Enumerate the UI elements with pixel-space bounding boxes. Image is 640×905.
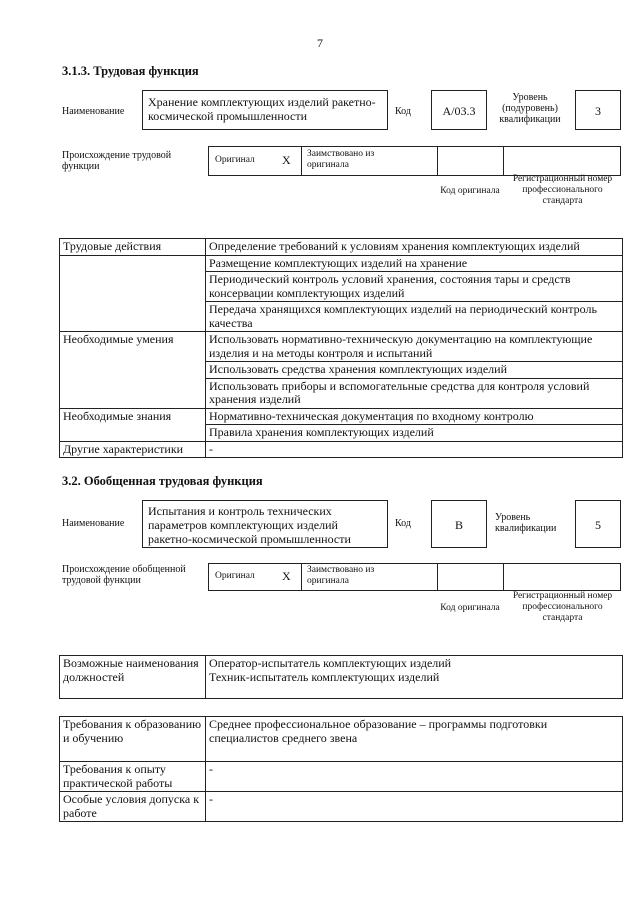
- divider: [503, 147, 504, 175]
- origin-row-313: [208, 146, 621, 176]
- row-text: -: [206, 762, 623, 792]
- position-item: Оператор-испытатель комплектующих изделий: [209, 656, 452, 670]
- table-row: [60, 762, 623, 792]
- table-row: [60, 656, 623, 699]
- row-head: [60, 302, 206, 332]
- table-row: [60, 332, 623, 362]
- section-heading-313: 3.1.3. Трудовая функция: [62, 64, 199, 78]
- row-head: [60, 362, 206, 379]
- origin-row-32: [208, 563, 621, 591]
- origin-label-313: Происхождение трудовой функции: [62, 150, 172, 172]
- table-row: [60, 272, 623, 302]
- positions-table: [59, 655, 623, 699]
- row-text: Определение требований к условиям хранения комплектующих изделий: [206, 239, 623, 256]
- positions-list: [206, 656, 623, 699]
- divider: [301, 564, 302, 590]
- row-text: -: [206, 792, 623, 822]
- row-head: Особые условия допуска к работе: [60, 792, 206, 822]
- row-head: Другие характеристики: [60, 441, 206, 458]
- original-label-32: Оригинал: [215, 571, 255, 581]
- row-text: Среднее профессиональное образование – программы подготовки специалистов среднего звена: [206, 717, 623, 762]
- row-head: Трудовые действия: [60, 239, 206, 256]
- table-row: [60, 425, 623, 442]
- row-text: Использовать нормативно-техническую документацию на комплектующие изделия и на методы контроля и испытаний: [206, 332, 623, 362]
- origin-label-32: Происхождение обобщенной трудовой функции: [62, 564, 186, 586]
- positions-head: Возможные наименования должностей: [60, 656, 206, 699]
- level-value-32: 5: [575, 500, 621, 548]
- original-mark-32: X: [282, 569, 291, 583]
- divider: [437, 147, 438, 175]
- row-head: Требования к образованию и обучению: [60, 717, 206, 762]
- requirements-table: [59, 716, 623, 822]
- table-row: [60, 792, 623, 822]
- reg-num-label-32: Регистрационный номер профессионального стандарта: [512, 591, 613, 623]
- table-row: [60, 302, 623, 332]
- row-text: -: [206, 441, 623, 458]
- row-text: Правила хранения комплектующих изделий: [206, 425, 623, 442]
- reg-num-label-313: Регистрационный номер профессионального стандарта: [512, 174, 613, 206]
- code-label-313: Код: [395, 106, 411, 117]
- name-value-32: Испытания и контроль технических параметров комплектующих изделий ракетно-космической промышленности: [142, 500, 388, 548]
- table-row: [60, 378, 623, 408]
- divider: [301, 147, 302, 175]
- table-row: [60, 362, 623, 379]
- level-label-32: Уровень квалификации: [495, 512, 557, 534]
- row-head: Необходимые умения: [60, 332, 206, 362]
- name-value-313: Хранение комплектующих изделий ракетно-космической промышленности: [142, 90, 388, 130]
- code-value-32: B: [431, 500, 487, 548]
- code-orig-label-32: Код оригинала: [440, 603, 500, 613]
- code-label-32: Код: [395, 518, 411, 529]
- row-text: Использовать приборы и вспомогательные средства для контроля условий хранения изделий: [206, 378, 623, 408]
- row-text: Использовать средства хранения комплектующих изделий: [206, 362, 623, 379]
- row-head: [60, 272, 206, 302]
- code-orig-label-313: Код оригинала: [440, 186, 500, 196]
- section-heading-32: 3.2. Обобщенная трудовая функция: [62, 474, 263, 488]
- name-label-313: Наименование: [62, 106, 125, 117]
- row-text: Передача хранящихся комплектующих изделий на периодический контроль качества: [206, 302, 623, 332]
- divider: [503, 564, 504, 590]
- level-value-313: 3: [575, 90, 621, 130]
- level-label-313: Уровень (подуровень) квалификации: [499, 92, 561, 125]
- borrowed-label-313: Заимствовано из оригинала: [307, 149, 375, 170]
- table-row: [60, 239, 623, 256]
- row-text: Нормативно-техническая документация по входному контролю: [206, 408, 623, 425]
- row-head: Необходимые знания: [60, 408, 206, 425]
- borrowed-label-32: Заимствовано из оригинала: [307, 565, 375, 586]
- position-item: Техник-испытатель комплектующих изделий: [209, 669, 440, 684]
- original-mark-313: X: [282, 153, 291, 167]
- code-value-313: А/03.3: [431, 90, 487, 130]
- table-row: [60, 408, 623, 425]
- page-number: 7: [317, 36, 323, 50]
- table-row: [60, 255, 623, 272]
- original-label-313: Оригинал: [215, 155, 255, 165]
- divider: [437, 564, 438, 590]
- row-head: [60, 425, 206, 442]
- name-label-32: Наименование: [62, 518, 125, 529]
- row-text: Размещение комплектующих изделий на хранение: [206, 255, 623, 272]
- row-head: Требования к опыту практической работы: [60, 762, 206, 792]
- table-row: [60, 717, 623, 762]
- labor-actions-table: [59, 238, 623, 458]
- row-head: [60, 378, 206, 408]
- table-row: [60, 441, 623, 458]
- row-head: [60, 255, 206, 272]
- row-text: Периодический контроль условий хранения, состояния тары и средств консервации комплектующих изделий: [206, 272, 623, 302]
